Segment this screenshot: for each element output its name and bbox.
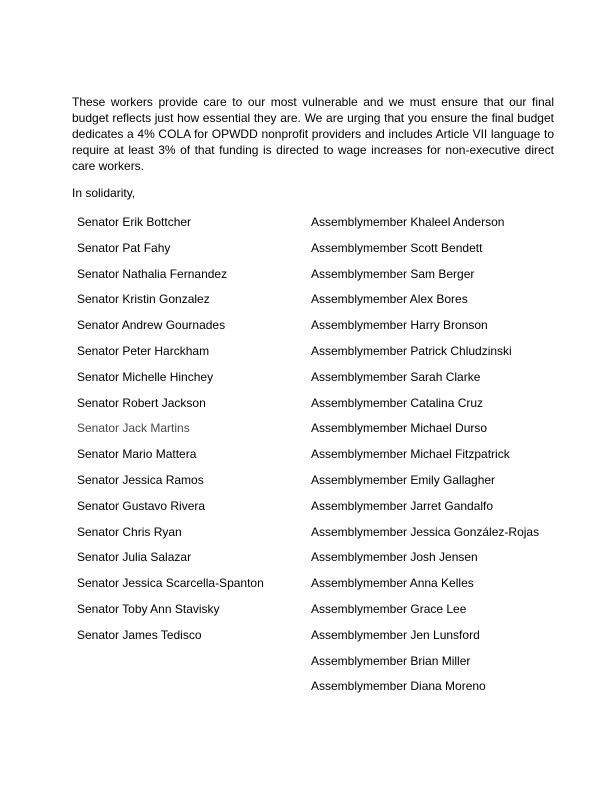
senators-signature-list [77,214,264,653]
senator-signatory: Senator Jessica Scarcella-Spanton [77,576,264,591]
assemblymember-signatory: Assemblymember Grace Lee [311,601,467,616]
letter-closing: In solidarity, [72,186,136,200]
senator-signatory: Senator Pat Fahy [77,240,171,255]
senator-signatory: Senator Peter Harckham [77,343,210,358]
assemblymember-signatory: Assemblymember Anna Kelles [311,576,474,591]
senator-signatory: Senator Robert Jackson [77,395,206,410]
assemblymember-signatory: Assemblymember Khaleel Anderson [311,215,505,229]
senator-signatory: Senator James Tedisco [77,627,202,642]
senator-signatory: Senator Andrew Gournades [77,318,226,333]
senator-signatory: Senator Toby Ann Stavisky [77,601,220,616]
assemblymember-signatory: Assemblymember Harry Bronson [311,318,488,333]
assemblymembers-signature-list [311,214,539,704]
senator-signatory: Senator Jack Martins [77,421,190,436]
assemblymember-signatory: Assemblymember Diana Moreno [311,679,486,694]
assemblymember-signatory: Assemblymember Sam Berger [311,266,475,281]
senator-signatory: Senator Jessica Ramos [77,472,204,487]
senator-signatory: Senator Kristin Gonzalez [77,292,210,307]
assemblymember-signatory: Assemblymember Scott Bendett [311,240,483,255]
assemblymember-signatory: Assemblymember Patrick Chludzinski [311,343,512,358]
senator-signatory: Senator Michelle Hinchey [77,369,214,384]
assemblymember-signatory: Assemblymember Jessica González-Rojas [311,524,540,539]
senator-signatory: Senator Nathalia Fernandez [77,266,228,281]
senator-signatory: Senator Julia Salazar [77,550,192,565]
assemblymember-signatory: Assemblymember Josh Jensen [311,550,478,565]
senator-signatory: Senator Erik Bottcher [77,215,192,229]
assemblymember-signatory: Assemblymember Alex Bores [311,292,468,307]
assemblymember-signatory: Assemblymember Emily Gallagher [311,472,496,487]
senator-signatory: Senator Chris Ryan [77,524,182,539]
assemblymember-signatory: Assemblymember Michael Durso [311,421,488,436]
senator-signatory: Senator Gustavo Rivera [77,498,206,513]
assemblymember-signatory: Assemblymember Jen Lunsford [311,627,480,642]
assemblymember-signatory: Assemblymember Catalina Cruz [311,395,484,410]
assemblymember-signatory: Assemblymember Michael Fitzpatrick [311,447,510,462]
assemblymember-signatory: Assemblymember Jarret Gandalfo [311,498,494,513]
senator-signatory: Senator Mario Mattera [77,447,197,462]
assemblymember-signatory: Assemblymember Sarah Clarke [311,369,481,384]
assemblymember-signatory: Assemblymember Brian Miller [311,653,471,668]
letter-body-paragraph: These workers provide care to our most vulnerable and we must ensure that our final budget reflects just how essential they are. We are urging that you ensure the final budget dedicates a 4% COLA for OPWDD nonprofit providers and includes Article VII language to require at least 3% of that funding is directed to wage increases for non-executive direct care workers. [72,95,554,173]
